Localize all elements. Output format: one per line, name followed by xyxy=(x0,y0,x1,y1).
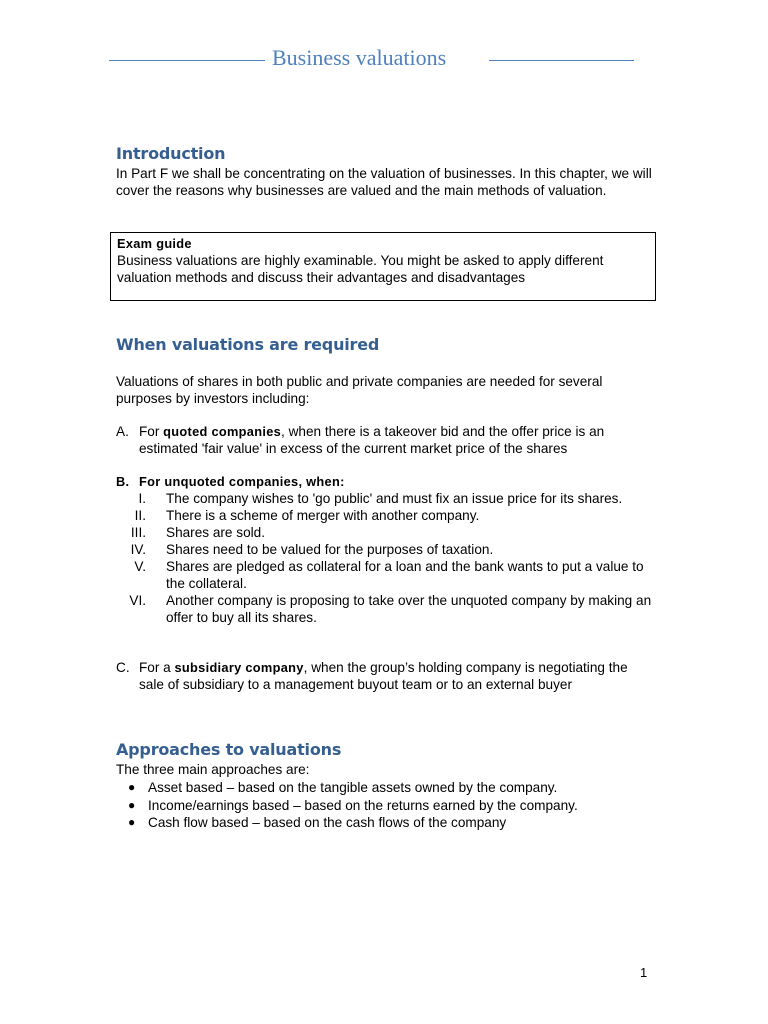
list-marker-c: C. xyxy=(116,660,130,675)
when-valuations-lead: Valuations of shares in both public and private companies are needed for several purposes by investors including: xyxy=(116,374,603,406)
bullet-icon: ● xyxy=(128,797,136,812)
list-item xyxy=(116,779,676,797)
document-title: Business valuations xyxy=(272,45,447,70)
item-c-text: , when the group’s holding company is negotiating the sale of subsidiary to a management buyout team or to an external buyer xyxy=(139,660,628,692)
list-item-text: Asset based – based on the tangible assets owned by the company. xyxy=(148,780,558,795)
list-item xyxy=(116,558,656,592)
list-item xyxy=(116,797,676,815)
unquoted-reasons-list xyxy=(116,490,656,626)
list-item-text: Shares need to be valued for the purposes of taxation. xyxy=(166,542,494,557)
bullet-icon: ● xyxy=(128,780,136,794)
list-item-text: Shares are pledged as collateral for a loan and the bank wants to put a value to the collateral. xyxy=(166,559,644,591)
item-c-pre: For a xyxy=(139,660,175,675)
list-item-text: Another company is proposing to take over the unquoted company by making an offer to buy all its shares. xyxy=(166,593,652,625)
roman-numeral: V. xyxy=(134,559,146,574)
exam-guide-text: Business valuations are highly examinable. You might be asked to apply different valuation methods and discuss their advantages and disadvantages xyxy=(117,253,604,285)
list-marker-b: B. xyxy=(116,474,130,489)
bullet-icon: ● xyxy=(128,815,136,829)
unquoted-companies-heading: For unquoted companies, when: xyxy=(139,474,345,489)
approaches-heading: Approaches to valuations xyxy=(116,740,342,759)
list-item-text: Cash flow based – based on the cash flows of the company xyxy=(148,815,507,830)
quoted-companies-term: quoted companies xyxy=(163,424,282,439)
list-item-b xyxy=(116,473,656,490)
list-item-text: There is a scheme of merger with another company. xyxy=(166,508,480,523)
list-item xyxy=(116,490,656,507)
list-item-a xyxy=(116,423,656,457)
roman-numeral: II. xyxy=(134,508,146,523)
list-item-c xyxy=(116,659,656,693)
list-marker-a: A. xyxy=(116,424,129,439)
introduction-heading: Introduction xyxy=(116,144,226,163)
roman-numeral: I. xyxy=(138,491,146,506)
list-item xyxy=(116,814,676,832)
approaches-lead: The three main approaches are: xyxy=(116,762,310,777)
exam-guide-box xyxy=(110,232,656,301)
exam-guide-label: Exam guide xyxy=(117,236,192,251)
title-rule-left xyxy=(109,60,265,61)
page-number: 1 xyxy=(640,965,648,980)
list-item xyxy=(116,524,656,541)
list-item-text: The company wishes to 'go public' and must fix an issue price for its shares. xyxy=(166,491,623,506)
title-rule-right xyxy=(489,60,634,61)
when-valuations-heading: When valuations are required xyxy=(116,335,380,354)
item-a-text: , when there is a takeover bid and the offer price is an estimated 'fair value' in excess of the current market price of the shares xyxy=(139,424,605,456)
introduction-text: In Part F we shall be concentrating on the valuation of businesses. In this chapter, we will cover the reasons why businesses are valued and the main methods of valuation. xyxy=(116,166,652,198)
list-item xyxy=(116,541,656,558)
roman-numeral: VI. xyxy=(129,593,146,608)
roman-numeral: III. xyxy=(130,525,146,540)
approaches-list xyxy=(116,779,676,832)
list-item-text: Income/earnings based – based on the returns earned by the company. xyxy=(148,797,578,813)
subsidiary-company-term: subsidiary company xyxy=(174,660,304,675)
item-a-pre: For xyxy=(139,424,164,439)
list-item-text: Shares are sold. xyxy=(166,525,265,540)
list-item xyxy=(116,507,656,524)
roman-numeral: IV. xyxy=(130,542,146,557)
list-item xyxy=(116,592,656,626)
